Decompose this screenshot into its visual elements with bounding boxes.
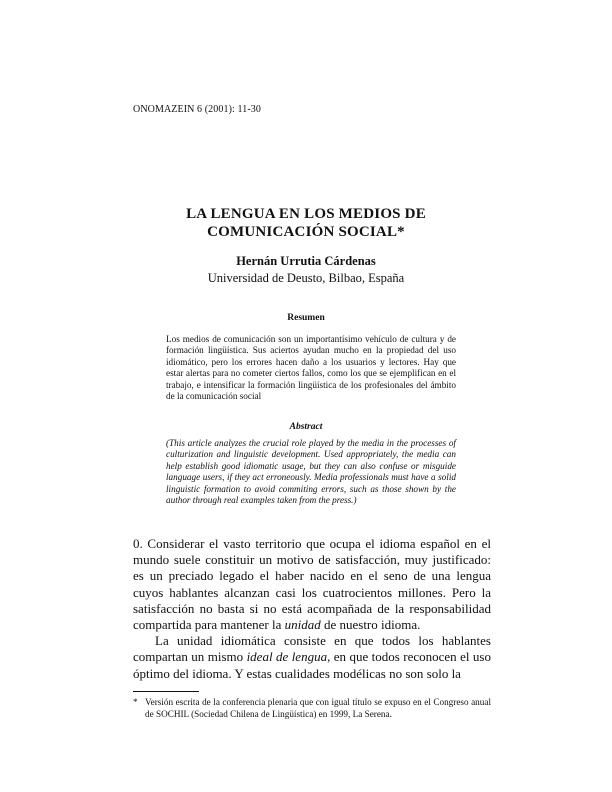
abstract-heading: Abstract: [289, 422, 323, 432]
resumen-text: Los medios de comunicación son un importantísimo vehículo de cultura y de formación lingüística. Sus aciertos ayudan mucho en la propiedad del uso idiomático, pero los errores hacen daño a los usuarios y lectores. Hay que estar alertas para no cometer ciertos fallos, como los que se ejemplifican en el trabajo, e intensificar la formación lingüística de los profesionales del ámbito de la comunicación social: [166, 334, 456, 402]
p1-emphasis: unidad: [284, 617, 321, 633]
p2-text-end: , en que todos reconocen el uso óptimo del idioma. Y estas cualidades modélicas no son solo la: [133, 649, 491, 681]
article-title-line-1: LA LENGUA EN LOS MEDIOS DE: [186, 206, 426, 222]
footnote-mark: *: [133, 697, 138, 707]
article-title-line-2: COMUNICACIÓN SOCIAL*: [207, 224, 405, 240]
body-paragraph-2: [133, 633, 491, 682]
abstract-text: (This article analyzes the crucial role played by the media in the processes of culturization and linguistic development. Used appropriately, the media can help establish good idiomatic usage, but they can also confuse or misguide language users, if they act erroneously. Media professionals must have a solid linguistic formation to avoid commiting errors, such as those shown by the author through real examples taken from the press.): [166, 438, 456, 506]
body-paragraph-1: [133, 536, 491, 633]
footnote-text: Versión escrita de la conferencia plenaria que con igual título se expuso en el Congreso anual de SOCHIL (Sociedad Chilena de Lingüística) en 1999, La Serena.: [145, 697, 491, 719]
author-name: Hernán Urrutia Cárdenas: [236, 254, 376, 268]
p1-text-start: 0. Considerar el vasto territorio que ocupa el idioma español en el mundo suele constituir un motivo de satisfacción, muy justificado: es un preciado legado el haber nacido en el seno de una lengua cuyos hablantes alcanzan casi los cuatrocientos millones. Pero la satisfacción no basta si no está acompañada de la responsabilidad compartida para mantener la: [133, 536, 491, 633]
p2-emphasis: ideal de lengua: [246, 649, 328, 665]
p1-text-end: de nuestro idioma.: [323, 617, 421, 633]
resumen-heading: Resumen: [287, 313, 325, 323]
running-head: ONOMAZEIN 6 (2001): 11-30: [133, 104, 261, 115]
p2-text-start: La unidad idiomática consiste en que todos los hablantes compartan un mismo: [133, 633, 491, 665]
footnote: [133, 697, 491, 720]
footnote-separator: [133, 691, 199, 692]
body-text: [133, 536, 491, 682]
author-affiliation: Universidad de Deusto, Bilbao, España: [207, 271, 405, 285]
